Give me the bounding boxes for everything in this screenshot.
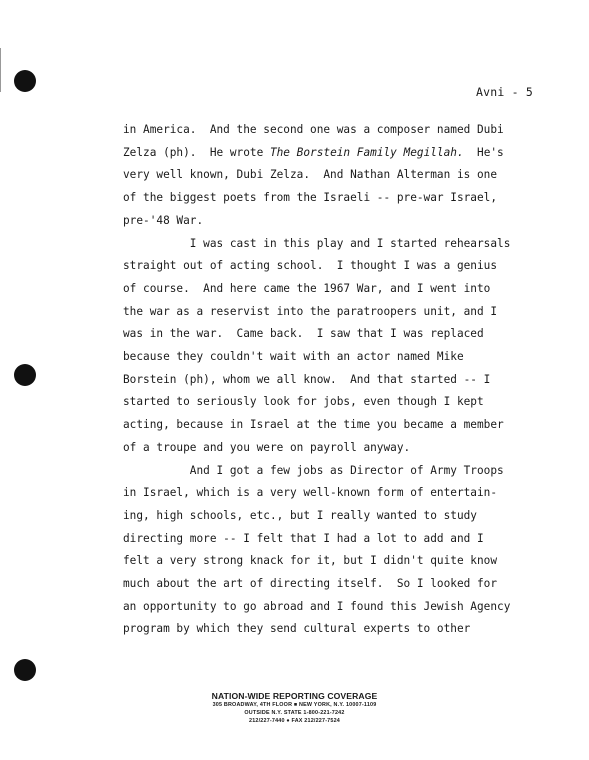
transcript-line: in America. And the second one was a composer named Dubi [123, 123, 504, 136]
transcript-line: And I got a few jobs as Director of Army Troops [123, 463, 504, 477]
transcript-line: pre-'48 War. [123, 213, 204, 227]
footer-organization: NATION-WIDE REPORTING COVERAGE [211, 691, 378, 701]
transcript-line: an opportunity to go abroad and I found this Jewish Agency [123, 599, 511, 613]
transcript-line: straight out of acting school. I thought I was a genius [123, 259, 498, 273]
transcript-line: program by which they send cultural experts to other [123, 622, 471, 636]
transcript-line: in Israel, which is a very well-known form of entertain- [123, 486, 498, 500]
transcript-line: because they couldn't wait with an actor named Mike [123, 350, 464, 364]
binder-hole-top [14, 70, 36, 92]
footer-address: 305 BROADWAY, 4TH FLOOR ■ NEW YORK, N.Y. 10007-1109 [212, 702, 377, 708]
footer-outside-phone: OUTSIDE N.Y. STATE 1-800-221-7242 [244, 710, 345, 716]
binder-hole-bottom [14, 659, 36, 681]
transcript-line: of a troupe and you were on payroll anyway. [123, 440, 411, 454]
transcript-line: I was cast in this play and I started rehearsals [123, 236, 511, 250]
transcript-line: of course. And here came the 1967 War, and I went into [123, 281, 491, 295]
transcript-line: the war as a reservist into the paratroopers unit, and I [123, 304, 498, 318]
page-header-label: Avni - 5 [476, 85, 533, 99]
transcript-line: much about the art of directing itself. So I looked for [123, 577, 498, 591]
transcript-line: very well known, Dubi Zelza. And Nathan Alterman is one [123, 168, 498, 182]
italic-title: The Borstein Family Megillah. [269, 145, 464, 159]
transcript-line: of the biggest poets from the Israeli -- pre-war Israel, [123, 191, 498, 205]
footer-phone-fax: 212/227-7440 ● FAX 212/227-7524 [249, 718, 340, 724]
transcript-line: Borstein (ph), whom we all know. And that started -- I [123, 372, 491, 386]
scan-artifact-line [0, 48, 1, 92]
reporting-footer [0, 691, 589, 725]
transcript-line: was in the war. Came back. I saw that I was replaced [123, 327, 484, 341]
binder-hole-middle [14, 364, 36, 386]
transcript-line: ing, high schools, etc., but I really wanted to study [123, 508, 477, 522]
transcript-line: felt a very strong knack for it, but I didn't quite know [123, 554, 498, 568]
transcript-line: acting, because in Israel at the time you became a member [123, 418, 504, 432]
transcript-line: directing more -- I felt that I had a lot to add and I [123, 531, 484, 545]
transcript-body [123, 119, 543, 641]
transcript-line: Zelza (ph). He wrote The Borstein Family Megillah. He's [123, 145, 504, 159]
transcript-line: started to seriously look for jobs, even though I kept [123, 395, 484, 409]
